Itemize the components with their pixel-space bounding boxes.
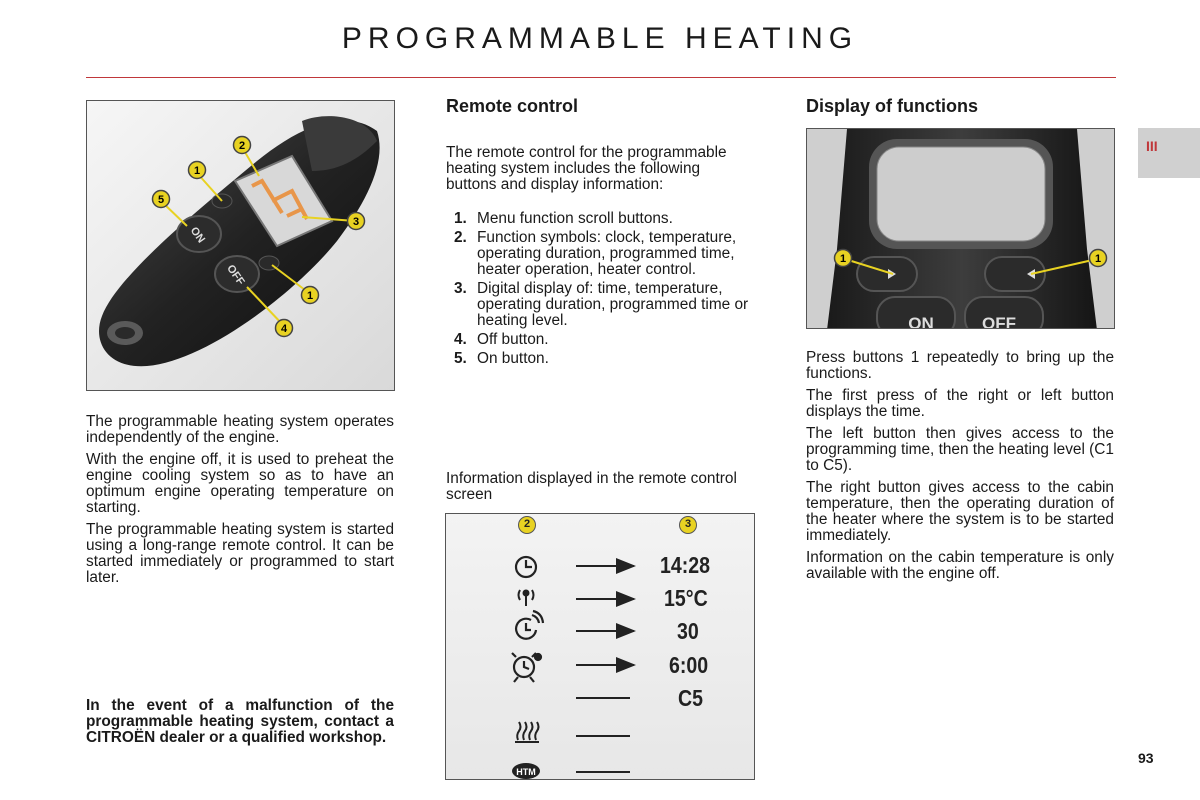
column-badge-2: 2 [518,516,536,534]
duration-icon [516,611,543,639]
duration-value: 30 [677,618,699,644]
right-paragraph-1: Press buttons 1 repeatedly to bring up the functions. [806,349,1114,382]
list-item: 2. Function symbols: clock, temperature, operating duration, programmed time, heater operation, heater control. [454,229,737,278]
off-button-label: OFF [224,262,247,288]
right-paragraph-3: The left button then gives access to the programming time, then the heating level (C1 to C5). [806,425,1114,474]
right-paragraph-2: The first press of the right or left button displays the time. [806,387,1114,420]
heating-level-value: C5 [678,685,703,711]
title-divider [86,77,1116,78]
remote-control-photo [86,100,395,391]
clock-icon [516,557,536,577]
callout-4: 4 [280,323,288,335]
remote-screen-panel [445,513,755,780]
display-panel-caption: Information displayed in the remote control screen [446,470,737,503]
closeup-off-label: OFF [982,314,1016,329]
callout-1-top: 1 [193,165,201,177]
callout-3: 3 [352,216,360,228]
callout-2: 2 [238,140,246,152]
list-item: 1. Menu function scroll buttons. [454,210,673,227]
chapter-tab-label: III [1146,138,1158,154]
htm-icon [512,763,540,779]
temperature-icon [519,590,534,606]
on-button-label: ON [187,224,208,246]
programmed-time-value: 6:00 [669,652,709,678]
heater-icon [515,722,539,742]
callout-1-bottom: 1 [306,290,314,302]
list-item: 5. On button. [454,350,549,367]
left-paragraph-2: With the engine off, it is used to preheat the engine cooling system so as to have an optimum engine operating temperature on starting. [86,451,394,516]
page-number: 93 [1138,750,1154,766]
temperature-value: 15°C [664,585,708,611]
remote-control-intro: The remote control for the programmable heating system includes the following buttons and display information: [446,144,727,193]
callout-1-left: 1 [839,253,847,265]
page-title: PROGRAMMABLE HEATING [341,22,859,55]
malfunction-warning: In the event of a malfunction of the programmable heating system, contact a CITROËN dealer or a qualified workshop. [86,697,394,746]
alarm-clock-icon [512,653,541,682]
display-functions-heading: Display of functions [806,96,979,116]
remote-control-items [446,211,756,370]
display-closeup-illustration [807,129,1115,329]
chapter-tab [1138,128,1200,178]
remote-control-illustration [87,101,395,391]
right-paragraph-5: Information on the cabin temperature is only available with the engine off. [806,549,1114,582]
closeup-on-label: ON [908,314,934,329]
column-badge-3: 3 [679,516,697,534]
display-closeup-photo [806,128,1115,329]
svg-text:HTM: HTM [516,767,536,777]
callout-1-right: 1 [1094,253,1102,265]
display-functions-text [806,350,1114,588]
callout-5: 5 [157,194,165,206]
left-paragraph-1: The programmable heating system operates independently of the engine. [86,413,394,446]
time-value: 14:28 [660,552,711,578]
list-item: 4. Off button. [454,331,549,348]
list-item: 3. Digital display of: time, temperature, operating duration, programmed time or heating level. [454,280,749,329]
right-paragraph-4: The right button gives access to the cabin temperature, then the operating duration of the heater where the system is to be started immediately. [806,479,1114,544]
left-intro-text [86,414,394,592]
left-paragraph-3: The programmable heating system is started using a long-range remote control. It can be started immediately or programmed to start later. [86,521,394,586]
remote-control-heading: Remote control [446,96,579,116]
